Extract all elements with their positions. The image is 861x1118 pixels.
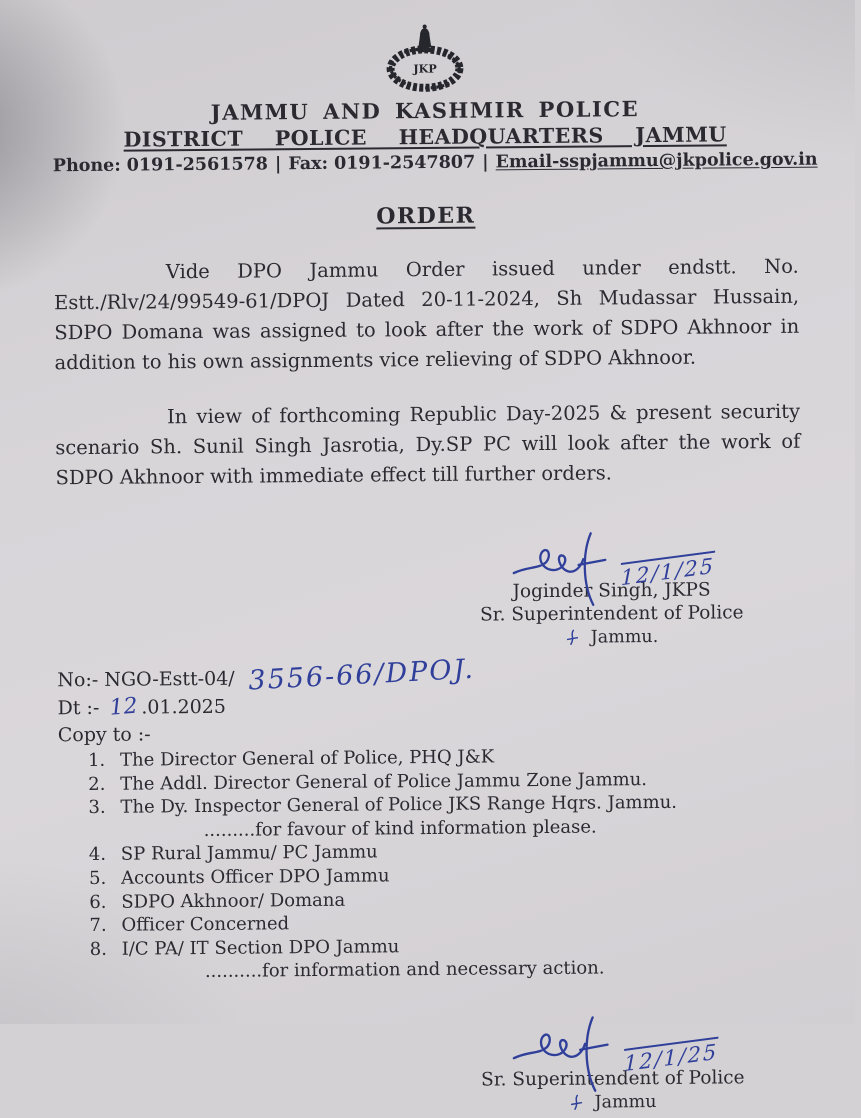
signature-row [456,525,767,612]
list-item: 7. Officer Concerned [89,913,290,937]
phone-label: Phone: [52,155,121,177]
order-paragraph-1: Vide DPO Jammu Order issued under endstt. No. Estt./Rlv/24/99549-61/DPOJ Dated 20-11-2024, Sh Mudassar Hussain, SDPO Domana was assigned to look after the work of SDPO Akhnoor in addition to his own assignments vice relieving of SDPO Akhnoor. [53,254,800,375]
list-item: 4. SP Rural Jammu/ PC Jammu [88,841,378,866]
org-department: DISTRICT POLICE HEADQUARTERS JAMMU [123,122,727,152]
reference-section [57,653,803,747]
list-note: ..........for information and necessary action. [204,957,605,983]
jk-police-crest-icon [372,22,477,97]
date-label: Dt :- [57,696,100,720]
pen-mark-icon [566,629,579,647]
fax-label: Fax: [288,153,329,175]
date-day-handwritten: 12 [108,693,139,721]
separator: | [274,154,282,175]
contact-line [52,149,818,177]
signatory-designation: Sr. Superintendent of Police [481,1067,745,1091]
handwritten-signature-icon [507,1010,620,1097]
list-item: 8. I/C PA/ IT Section DPO Jammu [89,936,400,960]
handwritten-signature-icon [508,526,617,611]
signatory-designation: Sr. Superintendent of Police [479,602,744,626]
crest-monogram: JKP [412,61,437,76]
signatory-place-row [457,626,767,649]
fax-number: 0191-2547807 [333,152,476,174]
reference-number-line [57,653,802,697]
signature-date-handwritten: 12/1/25 [623,1037,717,1077]
list-item: 1. The Director General of Police, PHQ J&K [87,746,495,771]
list-item: 2. The Addl. Director General of Police Jammu Zone Jammu. [88,768,648,795]
separator: | [482,152,489,173]
org-name: JAMMU AND KASHMIR POLICE [210,96,640,125]
date-printed: .01.2025 [141,695,227,719]
signature-block-top [456,525,767,649]
document-title: ORDER [376,202,476,230]
signatory-place: Jammu. [590,626,659,648]
reference-date-line [57,689,802,721]
copy-to-list [58,743,805,985]
signature-block-bottom [447,1009,778,1114]
signatory-name: Joginder Singh, JKPS [512,579,711,603]
phone-number: 0191-2561578 [126,154,269,176]
signature-row [447,1009,778,1098]
list-item: 6. SDPO Akhnoor/ Domana [89,889,346,913]
list-note: .........for favour of kind information please. [203,816,597,841]
list-item: 5. Accounts Officer DPO Jammu [88,865,390,889]
email-address: Email-sspjammu@jkpolice.gov.in [495,149,818,173]
reference-number-label: No:- NGO-Estt-04/ [57,667,235,692]
signatory-place: Jammu [594,1091,657,1113]
reference-number-handwritten: 3556-66/DPOJ. [247,653,476,697]
signature-date-handwritten: 12/1/25 [620,551,714,591]
order-paragraph-2: In view of forthcoming Republic Day-2025 & present security scenario Sh. Sunil Singh Jasrotia, Dy.SP PC will look after the work of SDPO Akhnoor with immediate effect till further orders. [55,399,801,490]
copy-to-heading: Copy to :- [57,723,151,747]
list-item: 3. The Dy. Inspector General of Police JKS Range Hqrs. Jammu. [88,792,678,819]
